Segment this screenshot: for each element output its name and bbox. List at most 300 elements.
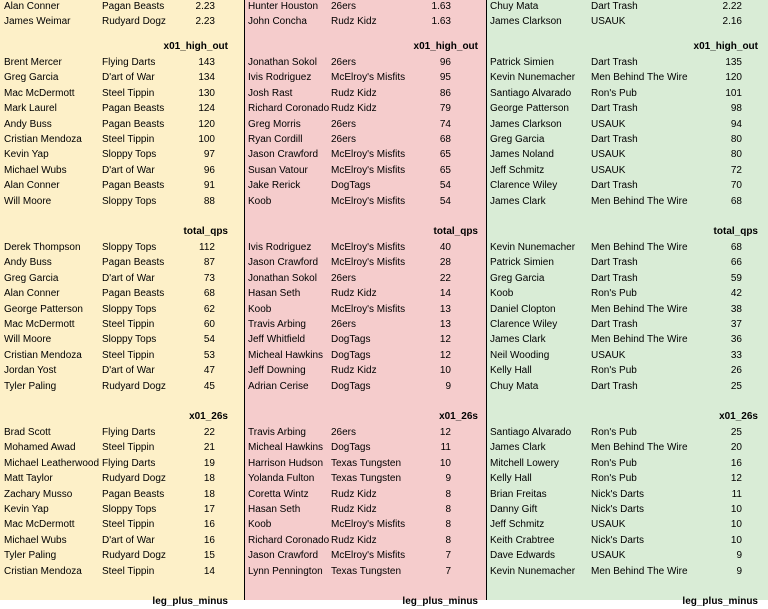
- section-header: [487, 594, 768, 609]
- player-cell: Cristian Mendoza: [4, 133, 82, 145]
- player-cell: Greg Garcia: [490, 272, 545, 284]
- player-cell: Richard Coronado: [248, 534, 330, 546]
- table-row: [0, 240, 244, 255]
- section-title: total_qps: [713, 225, 758, 237]
- division-column-2: [245, 0, 486, 607]
- player-cell: Cristian Mendoza: [4, 349, 82, 361]
- value-cell: 40: [439, 241, 451, 253]
- player-cell: James Clark: [490, 442, 546, 454]
- player-cell: Alan Conner: [4, 180, 60, 192]
- section-header: [0, 224, 244, 239]
- player-cell: Clarence Wiley: [490, 180, 558, 192]
- player-cell: Greg Garcia: [4, 272, 59, 284]
- value-cell: 124: [198, 103, 215, 115]
- table-row: [0, 363, 244, 378]
- value-cell: 26: [730, 365, 742, 377]
- table-row: [245, 0, 486, 14]
- team-cell: Sloppy Tops: [102, 149, 157, 161]
- team-cell: McElroy's Misfits: [331, 149, 406, 161]
- value-cell: 101: [725, 87, 742, 99]
- player-cell: Koob: [248, 303, 272, 315]
- value-cell: 143: [198, 56, 215, 68]
- table-row: [487, 286, 768, 301]
- team-cell: USAUK: [591, 550, 626, 562]
- value-cell: 1.63: [431, 0, 451, 12]
- table-row: [0, 348, 244, 363]
- team-cell: Men Behind The Wire: [591, 442, 688, 454]
- team-cell: Men Behind The Wire: [591, 303, 688, 315]
- team-cell: Rudz Kidz: [331, 15, 377, 27]
- table-row: [0, 147, 244, 162]
- team-cell: USAUK: [591, 118, 626, 130]
- table-row: [245, 147, 486, 162]
- team-cell: Men Behind The Wire: [591, 72, 688, 84]
- player-cell: James Clark: [490, 334, 546, 346]
- value-cell: 8: [445, 534, 451, 546]
- team-cell: Ron's Pub: [591, 87, 637, 99]
- player-cell: Clarence Wiley: [490, 318, 558, 330]
- section-header: [245, 594, 486, 609]
- table-row: [487, 332, 768, 347]
- value-cell: 68: [730, 241, 742, 253]
- table-row: [245, 302, 486, 317]
- value-cell: 12: [730, 473, 742, 485]
- value-cell: 134: [198, 72, 215, 84]
- value-cell: 95: [439, 72, 451, 84]
- player-cell: Will Moore: [4, 195, 52, 207]
- value-cell: 80: [730, 133, 742, 145]
- team-cell: 26ers: [331, 272, 357, 284]
- player-cell: George Patterson: [4, 303, 83, 315]
- player-cell: Kevin Nunemacher: [490, 72, 576, 84]
- team-cell: Nick's Darts: [591, 488, 645, 500]
- value-cell: 86: [439, 87, 451, 99]
- team-cell: Dart Trash: [591, 103, 638, 115]
- table-row: [0, 502, 244, 517]
- table-row: [487, 101, 768, 116]
- table-row: [0, 101, 244, 116]
- player-cell: Josh Rast: [248, 87, 293, 99]
- table-row: [487, 86, 768, 101]
- team-cell: Ron's Pub: [591, 457, 637, 469]
- table-row: [487, 348, 768, 363]
- section-title: x01_26s: [189, 410, 228, 422]
- team-cell: D'art of War: [102, 534, 155, 546]
- table-row: [0, 0, 244, 14]
- value-cell: 120: [198, 118, 215, 130]
- value-cell: 22: [203, 426, 215, 438]
- table-row: [487, 533, 768, 548]
- table-row: [245, 517, 486, 532]
- team-cell: Sloppy Tops: [102, 334, 157, 346]
- team-cell: Dart Trash: [591, 0, 638, 12]
- player-cell: James Clarkson: [490, 118, 562, 130]
- table-row: [0, 178, 244, 193]
- player-cell: Jonathan Sokol: [248, 272, 317, 284]
- player-cell: Zachary Musso: [4, 488, 73, 500]
- value-cell: 45: [203, 380, 215, 392]
- table-row: [487, 117, 768, 132]
- player-cell: Alan Conner: [4, 0, 60, 12]
- team-cell: McElroy's Misfits: [331, 257, 406, 269]
- team-cell: Steel Tippin: [102, 87, 155, 99]
- table-row: [245, 348, 486, 363]
- value-cell: 74: [439, 118, 451, 130]
- table-row: [487, 240, 768, 255]
- value-cell: 25: [730, 380, 742, 392]
- player-cell: Tyler Paling: [4, 550, 57, 562]
- player-cell: Kevin Nunemacher: [490, 565, 576, 577]
- value-cell: 11: [731, 488, 742, 500]
- value-cell: 68: [203, 288, 215, 300]
- team-cell: Dart Trash: [591, 133, 638, 145]
- value-cell: 17: [203, 503, 215, 515]
- team-cell: Nick's Darts: [591, 534, 645, 546]
- value-cell: 13: [439, 318, 451, 330]
- table-row: [245, 425, 486, 440]
- value-cell: 91: [203, 180, 215, 192]
- table-row: [487, 425, 768, 440]
- value-cell: 62: [203, 303, 215, 315]
- table-row: [487, 194, 768, 209]
- player-cell: Mohamed Awad: [4, 442, 76, 454]
- player-cell: Micheal Hawkins: [248, 349, 324, 361]
- player-cell: Hasan Seth: [248, 503, 301, 515]
- value-cell: 9: [736, 565, 742, 577]
- table-row: [0, 255, 244, 270]
- player-cell: Harrison Hudson: [248, 457, 324, 469]
- team-cell: Flying Darts: [102, 56, 156, 68]
- team-cell: 26ers: [331, 118, 357, 130]
- table-row: [245, 117, 486, 132]
- value-cell: 16: [203, 519, 215, 531]
- player-cell: Derek Thompson: [4, 241, 81, 253]
- value-cell: 18: [203, 488, 215, 500]
- player-cell: Andy Buss: [4, 118, 52, 130]
- team-cell: Pagan Beasts: [102, 118, 165, 130]
- player-cell: Susan Vatour: [248, 164, 308, 176]
- team-cell: Texas Tungsten: [331, 457, 402, 469]
- player-cell: Koob: [248, 519, 272, 531]
- section-title: leg_plus_minus: [682, 595, 758, 607]
- section-header: [487, 409, 768, 424]
- value-cell: 38: [730, 303, 742, 315]
- table-row: [487, 379, 768, 394]
- value-cell: 7: [445, 565, 451, 577]
- section-header: [245, 39, 486, 54]
- player-cell: Tyler Paling: [4, 380, 57, 392]
- value-cell: 10: [730, 519, 742, 531]
- player-cell: Neil Wooding: [490, 349, 550, 361]
- player-cell: Yolanda Fulton: [248, 473, 315, 485]
- player-cell: Mitchell Lowery: [490, 457, 559, 469]
- team-cell: Ron's Pub: [591, 365, 637, 377]
- player-cell: Greg Garcia: [490, 133, 545, 145]
- value-cell: 10: [730, 534, 742, 546]
- player-cell: Koob: [248, 195, 272, 207]
- team-cell: 26ers: [331, 0, 357, 12]
- player-cell: Brian Freitas: [490, 488, 547, 500]
- section-title: x01_high_out: [693, 40, 758, 52]
- value-cell: 60: [203, 318, 215, 330]
- section-header: [0, 39, 244, 54]
- value-cell: 28: [439, 257, 451, 269]
- player-cell: Jason Crawford: [248, 149, 319, 161]
- table-row: [487, 487, 768, 502]
- value-cell: 7: [445, 550, 451, 562]
- table-row: [0, 471, 244, 486]
- table-row: [487, 163, 768, 178]
- value-cell: 87: [203, 257, 215, 269]
- team-cell: Steel Tippin: [102, 133, 155, 145]
- team-cell: Ron's Pub: [591, 288, 637, 300]
- player-cell: Hunter Houston: [248, 0, 319, 12]
- team-cell: Dart Trash: [591, 257, 638, 269]
- section-header: [245, 224, 486, 239]
- table-row: [487, 548, 768, 563]
- team-cell: D'art of War: [102, 272, 155, 284]
- team-cell: Rudyard Dogz: [102, 550, 166, 562]
- table-row: [487, 440, 768, 455]
- team-cell: Rudz Kidz: [331, 488, 377, 500]
- table-row: [245, 14, 486, 29]
- section-title: x01_26s: [719, 410, 758, 422]
- table-row: [487, 363, 768, 378]
- player-cell: Ivis Rodriguez: [248, 72, 312, 84]
- team-cell: D'art of War: [102, 365, 155, 377]
- value-cell: 16: [203, 534, 215, 546]
- player-cell: Travis Arbing: [248, 318, 306, 330]
- table-row: [487, 564, 768, 579]
- player-cell: Adrian Cerise: [248, 380, 309, 392]
- table-row: [245, 548, 486, 563]
- value-cell: 94: [730, 118, 742, 130]
- team-cell: Rudz Kidz: [331, 503, 377, 515]
- value-cell: 80: [730, 149, 742, 161]
- value-cell: 72: [730, 164, 742, 176]
- table-row: [0, 332, 244, 347]
- table-row: [245, 456, 486, 471]
- section-header: [487, 39, 768, 54]
- team-cell: Men Behind The Wire: [591, 241, 688, 253]
- table-row: [245, 502, 486, 517]
- value-cell: 98: [730, 103, 742, 115]
- value-cell: 12: [439, 349, 451, 361]
- table-row: [245, 440, 486, 455]
- team-cell: Flying Darts: [102, 457, 156, 469]
- team-cell: Sloppy Tops: [102, 303, 157, 315]
- value-cell: 73: [203, 272, 215, 284]
- team-cell: USAUK: [591, 149, 626, 161]
- table-row: [487, 456, 768, 471]
- player-cell: Michael Wubs: [4, 164, 67, 176]
- team-cell: Steel Tippin: [102, 318, 155, 330]
- team-cell: USAUK: [591, 349, 626, 361]
- table-row: [0, 517, 244, 532]
- value-cell: 100: [198, 133, 215, 145]
- value-cell: 53: [203, 349, 215, 361]
- section-title: leg_plus_minus: [402, 595, 478, 607]
- team-cell: McElroy's Misfits: [331, 550, 406, 562]
- table-row: [0, 456, 244, 471]
- value-cell: 8: [445, 519, 451, 531]
- team-cell: Rudyard Dogz: [102, 15, 166, 27]
- player-cell: Kelly Hall: [490, 473, 532, 485]
- team-cell: D'art of War: [102, 72, 155, 84]
- team-cell: 26ers: [331, 426, 357, 438]
- team-cell: USAUK: [591, 164, 626, 176]
- player-cell: Kelly Hall: [490, 365, 532, 377]
- table-row: [0, 425, 244, 440]
- table-row: [0, 564, 244, 579]
- table-row: [487, 55, 768, 70]
- table-row: [487, 0, 768, 14]
- table-row: [0, 533, 244, 548]
- value-cell: 12: [439, 426, 451, 438]
- player-cell: Coretta Wintz: [248, 488, 309, 500]
- player-cell: Micheal Hawkins: [248, 442, 324, 454]
- value-cell: 97: [203, 149, 215, 161]
- table-row: [487, 14, 768, 29]
- player-cell: James Clarkson: [490, 15, 562, 27]
- team-cell: Rudz Kidz: [331, 103, 377, 115]
- value-cell: 42: [730, 288, 742, 300]
- player-cell: Mark Laurel: [4, 103, 57, 115]
- value-cell: 19: [203, 457, 215, 469]
- value-cell: 2.23: [195, 0, 215, 12]
- value-cell: 130: [198, 87, 215, 99]
- player-cell: Dave Edwards: [490, 550, 556, 562]
- value-cell: 68: [439, 133, 451, 145]
- team-cell: Rudz Kidz: [331, 288, 377, 300]
- table-row: [245, 255, 486, 270]
- table-row: [0, 14, 244, 29]
- value-cell: 10: [439, 365, 451, 377]
- table-row: [245, 194, 486, 209]
- value-cell: 20: [730, 442, 742, 454]
- team-cell: Ron's Pub: [591, 426, 637, 438]
- value-cell: 18: [203, 473, 215, 485]
- team-cell: Men Behind The Wire: [591, 334, 688, 346]
- player-cell: Jason Crawford: [248, 550, 319, 562]
- section-title: x01_high_out: [413, 40, 478, 52]
- player-cell: Jeff Schmitz: [490, 164, 545, 176]
- player-cell: Mac McDermott: [4, 87, 75, 99]
- team-cell: Nick's Darts: [591, 503, 645, 515]
- player-cell: Jonathan Sokol: [248, 56, 317, 68]
- table-row: [487, 178, 768, 193]
- table-row: [0, 379, 244, 394]
- player-cell: Kevin Yap: [4, 149, 49, 161]
- table-row: [245, 101, 486, 116]
- player-cell: Keith Crabtree: [490, 534, 555, 546]
- team-cell: Men Behind The Wire: [591, 565, 688, 577]
- value-cell: 88: [203, 195, 215, 207]
- player-cell: Koob: [490, 288, 514, 300]
- value-cell: 12: [439, 334, 451, 346]
- table-row: [245, 471, 486, 486]
- team-cell: Rudz Kidz: [331, 87, 377, 99]
- table-row: [245, 317, 486, 332]
- player-cell: Greg Morris: [248, 118, 301, 130]
- section-header: [487, 224, 768, 239]
- team-cell: Dart Trash: [591, 56, 638, 68]
- team-cell: 26ers: [331, 133, 357, 145]
- team-cell: Sloppy Tops: [102, 241, 157, 253]
- table-row: [487, 132, 768, 147]
- player-cell: Cristian Mendoza: [4, 565, 82, 577]
- table-row: [245, 363, 486, 378]
- team-cell: D'art of War: [102, 164, 155, 176]
- value-cell: 9: [736, 550, 742, 562]
- table-row: [245, 132, 486, 147]
- team-cell: Ron's Pub: [591, 473, 637, 485]
- table-row: [245, 286, 486, 301]
- team-cell: DogTags: [331, 349, 371, 361]
- value-cell: 13: [439, 303, 451, 315]
- player-cell: Matt Taylor: [4, 473, 53, 485]
- section-title: total_qps: [433, 225, 478, 237]
- table-row: [0, 286, 244, 301]
- table-row: [0, 117, 244, 132]
- value-cell: 36: [730, 334, 742, 346]
- team-cell: Dart Trash: [591, 380, 638, 392]
- value-cell: 66: [730, 257, 742, 269]
- player-cell: Santiago Alvarado: [490, 426, 572, 438]
- player-cell: Michael Leatherwood: [4, 457, 100, 469]
- value-cell: 54: [439, 195, 451, 207]
- table-row: [0, 548, 244, 563]
- team-cell: 26ers: [331, 318, 357, 330]
- player-cell: Brent Mercer: [4, 56, 62, 68]
- value-cell: 47: [203, 365, 215, 377]
- team-cell: Dart Trash: [591, 318, 638, 330]
- team-cell: DogTags: [331, 180, 371, 192]
- player-cell: John Concha: [248, 15, 307, 27]
- table-row: [0, 440, 244, 455]
- value-cell: 9: [445, 380, 451, 392]
- column-divider: [486, 0, 487, 600]
- player-cell: Chuy Mata: [490, 0, 539, 12]
- team-cell: McElroy's Misfits: [331, 519, 406, 531]
- table-row: [0, 194, 244, 209]
- table-row: [245, 178, 486, 193]
- team-cell: Pagan Beasts: [102, 488, 165, 500]
- team-cell: Sloppy Tops: [102, 503, 157, 515]
- value-cell: 37: [730, 318, 742, 330]
- column-divider: [244, 0, 245, 600]
- team-cell: Steel Tippin: [102, 349, 155, 361]
- value-cell: 16: [730, 457, 742, 469]
- team-cell: Rudz Kidz: [331, 365, 377, 377]
- table-row: [245, 332, 486, 347]
- player-cell: Santiago Alvarado: [490, 87, 572, 99]
- player-cell: Ryan Cordill: [248, 133, 303, 145]
- value-cell: 11: [440, 442, 451, 454]
- table-row: [245, 271, 486, 286]
- value-cell: 70: [730, 180, 742, 192]
- player-cell: Greg Garcia: [4, 72, 59, 84]
- table-row: [487, 255, 768, 270]
- player-cell: Jeff Schmitz: [490, 519, 545, 531]
- value-cell: 1.63: [431, 15, 451, 27]
- team-cell: Pagan Beasts: [102, 103, 165, 115]
- player-cell: George Patterson: [490, 103, 569, 115]
- player-cell: Travis Arbing: [248, 426, 306, 438]
- player-cell: Danny Gift: [490, 503, 538, 515]
- value-cell: 59: [730, 272, 742, 284]
- table-row: [0, 132, 244, 147]
